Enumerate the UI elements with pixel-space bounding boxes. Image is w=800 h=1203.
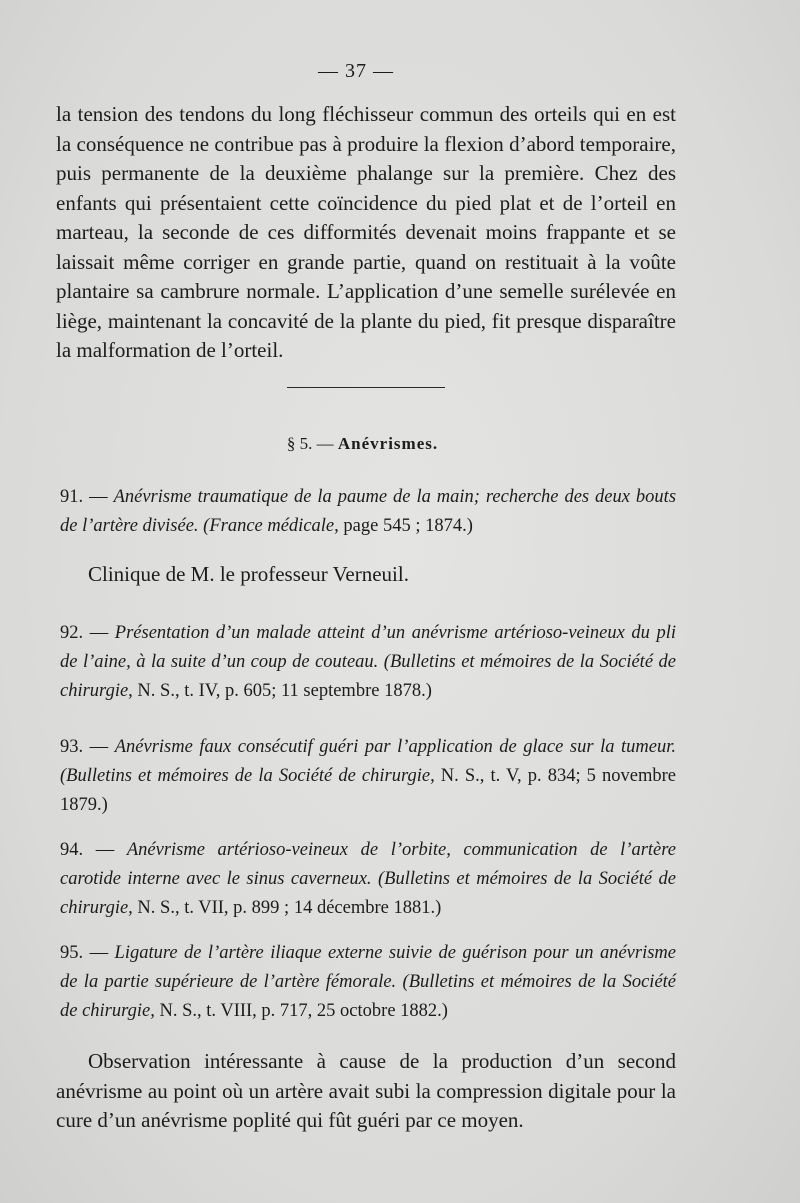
observation-paragraph (56, 1047, 676, 1136)
entry-title: Ligature de l’artère iliaque externe suivie de guérison pour un anévrisme de la partie supérieure de l’artère fémorale. (60, 943, 676, 992)
entry-details: N. S., t. VII, p. 899 ; 14 décembre 1881.) (137, 898, 442, 918)
page-number: — 37 — (318, 60, 394, 82)
entry-title: Anévrisme artérioso-veineux de l’orbite, communication de l’artère carotide interne avec le sinus caverneux. (60, 840, 676, 889)
entry-details: N. S., t. IV, p. 605; 11 septembre 1878.) (137, 681, 432, 701)
entry-number: 93. — (60, 737, 109, 757)
entry-details: N. S., t. V, p. 834; 5 novembre 1879.) (60, 766, 676, 815)
clinique-note: Clinique de M. le professeur Verneuil. (88, 562, 409, 586)
entry-title: Présentation d’un malade atteint d’un anévrisme artérioso-veineux du pli de l’aine, à la suite d’un coup de couteau. (60, 623, 676, 672)
bibliography-entry-94 (60, 836, 676, 923)
entry-source: (France médicale, (203, 516, 339, 536)
bibliography-entry-93 (60, 733, 676, 820)
intro-paragraph: la tension des tendons du long fléchisseur commun des orteils qui en est la conséquence ne contribue pas à produire la flexion d’abord temporaire, puis permanente de la deuxième phalange sur la première. Chez des enfants qui présentaient cette coïncidence du pied plat et de l’orteil en marteau, la seconde de ces difformités devenait moins frappante et se laissait même corriger en grande partie, quand on restituait à la voûte plantaire sa cambrure normale. L’application d’une semelle surélevée en liège, maintenant la concavité de la plante du pied, fit presque disparaître la malformation de l’orteil. (56, 102, 676, 362)
entry-source: (Bulletins et mémoires de la Société de chirurgie, (60, 652, 676, 701)
entry-number: 92. — (60, 623, 109, 643)
entry-title: Anévrisme traumatique de la paume de la main; recherche des deux bouts de l’artère divisée. (60, 487, 677, 536)
entry-source: (Bulletins et mémoires de la Société de chirurgie, (60, 972, 677, 1021)
section-heading (0, 434, 725, 454)
bibliography-entry-95 (60, 939, 676, 1026)
bibliography-entry-91 (60, 483, 676, 541)
bibliography-entry-92 (60, 619, 676, 706)
entry-title: Anévrisme faux consécutif guéri par l’application de glace sur la tumeur. (114, 737, 676, 757)
entry-details: N. S., t. VIII, p. 717, 25 octobre 1882.) (159, 1001, 448, 1021)
observation-text: Observation intéressante à cause de la production d’un second anévrisme au point où un artère avait subi la compression digitale pour la cure d’un anévrisme poplité qui fût guéri par ce moyen. (56, 1049, 676, 1132)
section-divider (287, 387, 445, 388)
entry-number: 91. — (60, 487, 108, 507)
entry-details: page 545 ; 1874.) (343, 516, 473, 536)
section-title: Anévrismes. (337, 434, 439, 453)
entry-number: 95. — (60, 943, 109, 963)
entry-number: 94. — (60, 840, 115, 860)
entry-source: (Bulletins et mémoires de la Société de chirurgie, (60, 766, 435, 786)
entry-source: (Bulletins et mémoires de la Société de chirurgie, (60, 869, 676, 918)
section-number: § 5. — (286, 434, 334, 453)
